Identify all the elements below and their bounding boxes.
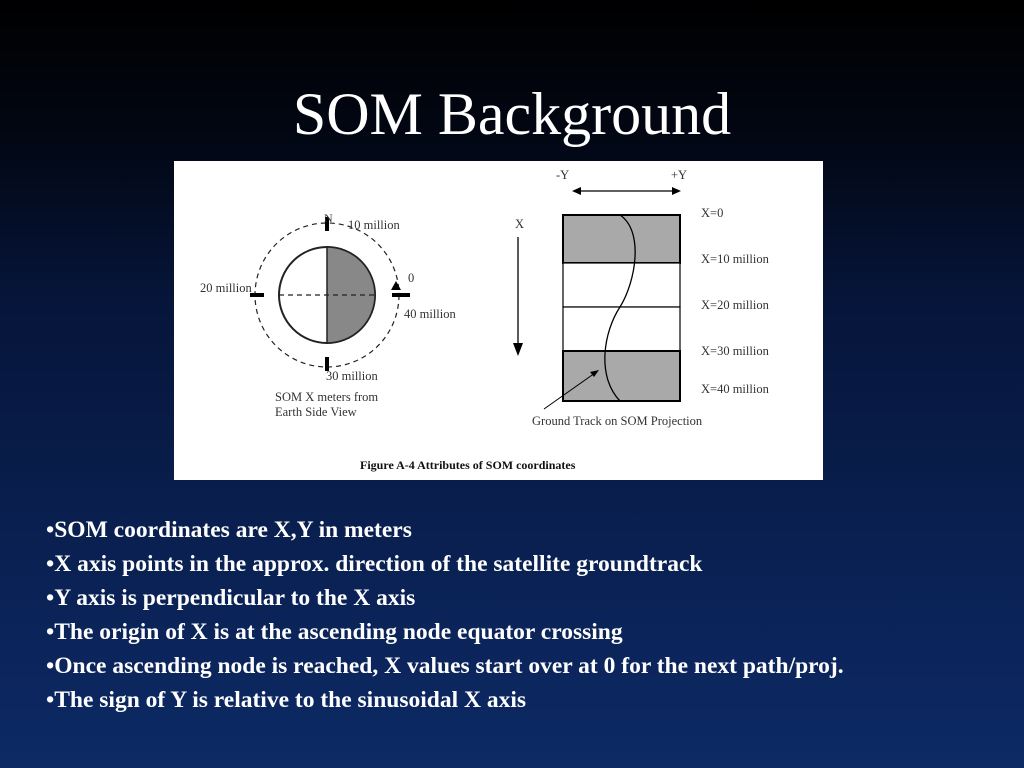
minus-y-label: -Y: [556, 168, 570, 182]
slide-title: SOM Background: [292, 81, 732, 147]
bullet-item: •The sign of Y is relative to the sinusoidal X axis: [46, 687, 527, 713]
row-label-1: X=10 million: [701, 252, 769, 266]
left-label: 20 million: [200, 281, 252, 295]
strip-1: [563, 263, 680, 307]
row-label-3: X=30 million: [701, 344, 769, 358]
bottom-label: 30 million: [326, 369, 378, 383]
right-lower-label: 40 million: [404, 307, 456, 321]
caption-line2: Earth Side View: [275, 405, 357, 419]
right-label: 0: [408, 271, 415, 285]
som-projection: [513, 168, 770, 428]
row-label-2: X=20 million: [701, 298, 769, 312]
y-arrow-left-head: [572, 187, 581, 195]
plus-y-label: +Y: [671, 168, 688, 182]
x-arrow-head: [513, 343, 523, 356]
earth-side-view: [200, 211, 456, 419]
caption-line1: SOM X meters from: [275, 390, 379, 404]
figure-caption: Figure A-4 Attributes of SOM coordinates: [360, 458, 576, 472]
bullet-item: •Once ascending node is reached, X values start over at 0 for the next path/proj.: [46, 653, 844, 679]
top-label: 10 million: [348, 218, 400, 232]
orbit-direction-arrow: [391, 281, 401, 290]
bullet-item: •X axis points in the approx. direction of the satellite groundtrack: [46, 551, 703, 577]
strip-3: [563, 351, 680, 401]
strip-2: [563, 307, 680, 351]
bullet-item: •Y axis is perpendicular to the X axis: [46, 585, 416, 611]
row-label-0: X=0: [701, 206, 724, 220]
north-label: N: [324, 211, 333, 225]
row-label-4: X=40 million: [701, 382, 769, 396]
strip-0: [563, 215, 680, 263]
ground-track-label: Ground Track on SOM Projection: [532, 414, 703, 428]
y-arrow-right-head: [672, 187, 681, 195]
bullet-list: [46, 513, 1021, 717]
x-axis-label: X: [515, 217, 525, 231]
bullet-item: •SOM coordinates are X,Y in meters: [46, 517, 412, 543]
som-figure: [174, 161, 823, 480]
bullet-item: •The origin of X is at the ascending node equator crossing: [46, 619, 623, 645]
